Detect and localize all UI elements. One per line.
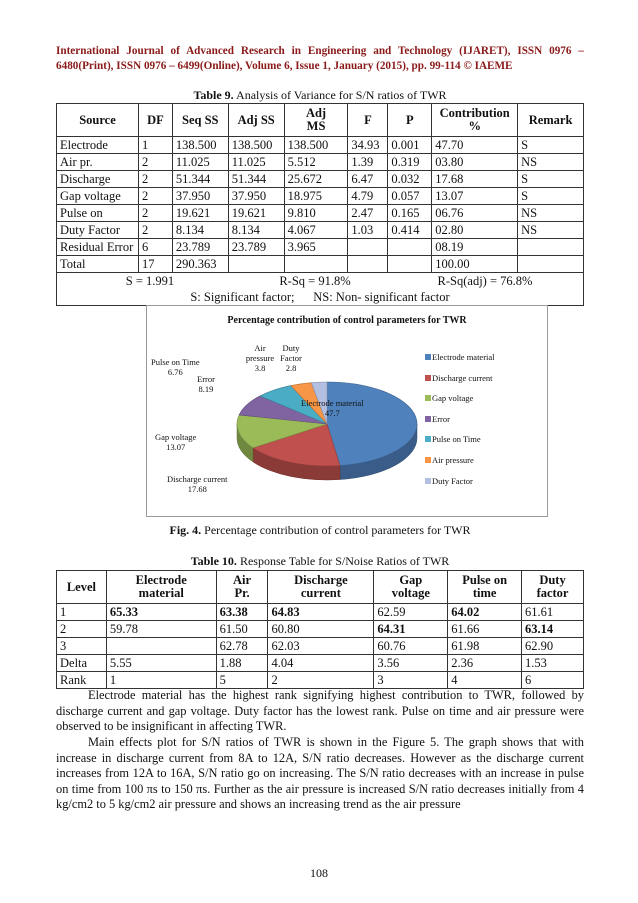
table-cell: 25.672 <box>284 171 348 188</box>
table-cell: 17 <box>138 256 172 273</box>
table-row <box>57 638 584 655</box>
table-cell: 62.03 <box>268 638 374 655</box>
legend-item <box>425 476 495 497</box>
table-cell: 9.810 <box>284 205 348 222</box>
table-cell: 23.789 <box>228 239 284 256</box>
pie-label-name: Duty Factor <box>280 343 302 363</box>
table-cell: 11.025 <box>228 154 284 171</box>
table-cell: 18.975 <box>284 188 348 205</box>
pie-label-value: 2.8 <box>285 363 297 373</box>
summary-rsq: R-Sq = 91.8% <box>279 273 351 288</box>
legend-label: Error <box>432 413 450 424</box>
table-cell: 65.33 <box>106 604 216 621</box>
anova-summary-row <box>57 273 584 290</box>
table-cell: NS <box>518 154 584 171</box>
paragraph-main-effects: Main effects plot for S/N ratios of TWR is shown in the Figure 5. The graph shows that with increase in discharge current from 8A to 12A, S/N ratio decreases. However as the discharge current increases from 12A to 16A, S/N ratio go on increasing. The S/N ratio decreases with an increase in pulse on time from 100 πs to 150 πs. Further as the air pressure is increased S/N ratio decreases initially from 4 kg/cm2 to 5 kg/cm2 air pressure and shows an increasing trend as the air pressure <box>56 735 584 812</box>
anova-note-row <box>57 289 584 306</box>
response-header-cell: Electrode material <box>106 571 216 604</box>
response-header-cell: Gap voltage <box>374 571 448 604</box>
legend-swatch <box>425 478 431 484</box>
table-row <box>57 171 584 188</box>
table-cell: 0.414 <box>388 222 432 239</box>
significance-note: S: Significant factor; NS: Non- significant factor <box>57 289 584 306</box>
table-cell: 4.04 <box>268 655 374 672</box>
legend-item <box>425 393 495 414</box>
table-cell: S <box>518 137 584 154</box>
pie-label-name: Discharge current <box>167 474 228 484</box>
table-cell: S <box>518 188 584 205</box>
fig4-caption <box>56 523 584 538</box>
table-cell: 5 <box>216 672 268 689</box>
table-cell: 4 <box>448 672 522 689</box>
table-cell: 3.56 <box>374 655 448 672</box>
table-cell: 51.344 <box>172 171 228 188</box>
pie-label-gap <box>155 432 196 452</box>
table-cell: 13.07 <box>432 188 518 205</box>
legend-swatch <box>425 416 431 422</box>
journal-header: International Journal of Advanced Research in Engineering and Technology (IJARET), ISSN 0976 – 6480(Print), ISSN 0976 – 6499(Online), Volume 6, Issue 1, January (2015), pp. 99-114 © IAEME <box>56 45 584 72</box>
table-cell: 8.134 <box>172 222 228 239</box>
anova-header-row <box>57 104 584 137</box>
table10-caption-text: Response Table for S/Noise Ratios of TWR <box>236 554 450 568</box>
table-cell: 37.950 <box>228 188 284 205</box>
table-cell: 0.032 <box>388 171 432 188</box>
table-cell: 61.66 <box>448 621 522 638</box>
table-cell: 2 <box>57 621 107 638</box>
fig4-caption-text: Percentage contribution of control parameters for TWR <box>201 523 471 537</box>
table-cell: 2 <box>138 154 172 171</box>
table-cell: 63.14 <box>522 621 584 638</box>
pie-label-name: Electrode material <box>301 398 364 408</box>
table-cell: 6 <box>522 672 584 689</box>
table-cell: 2.47 <box>348 205 388 222</box>
table-cell: Electrode <box>57 137 139 154</box>
table-cell: 60.76 <box>374 638 448 655</box>
table-cell: 4.067 <box>284 222 348 239</box>
chart-title: Percentage contribution of control parameters for TWR <box>227 315 467 326</box>
table-cell: 61.61 <box>522 604 584 621</box>
anova-header-cell: Remark <box>518 104 584 137</box>
table-cell: 1.39 <box>348 154 388 171</box>
legend-label: Gap voltage <box>432 393 474 404</box>
table-cell: 08.19 <box>432 239 518 256</box>
table-cell: 17.68 <box>432 171 518 188</box>
pie-label-name: Error <box>197 374 215 384</box>
response-header-row <box>57 571 584 604</box>
table-cell: 2 <box>138 171 172 188</box>
response-header-cell: Duty factor <box>522 571 584 604</box>
table-row <box>57 655 584 672</box>
table-cell: 60.80 <box>268 621 374 638</box>
legend-label: Duty Factor <box>432 475 473 486</box>
anova-header-cell: Seq SS <box>172 104 228 137</box>
table-cell: Rank <box>57 672 107 689</box>
table-cell: 290.363 <box>172 256 228 273</box>
table-cell: 3 <box>57 638 107 655</box>
pie-label-name: Gap voltage <box>155 432 197 442</box>
pie-label-pulse <box>151 357 200 377</box>
pie-chart-frame <box>146 305 548 517</box>
table-cell: 64.31 <box>374 621 448 638</box>
legend-item <box>425 352 495 373</box>
table-cell: 0.165 <box>388 205 432 222</box>
anova-header-cell: Adj MS <box>284 104 348 137</box>
paragraph-rank: Electrode material has the highest rank signifying highest contribution to TWR, followed by discharge current and gap voltage. Duty factor has the lowest rank. Pulse on time and air pressure were observed to be insignificant in affecting TWR. <box>56 688 584 734</box>
table-cell <box>518 256 584 273</box>
table-cell: Air pr. <box>57 154 139 171</box>
table-cell: 5.55 <box>106 655 216 672</box>
table-cell: NS <box>518 205 584 222</box>
table-cell <box>228 256 284 273</box>
table-cell: Gap voltage <box>57 188 139 205</box>
table9-caption-label: Table 9. <box>193 88 234 102</box>
fig4-caption-label: Fig. 4. <box>169 523 202 537</box>
table-cell: 2 <box>138 188 172 205</box>
table9-caption-text: Analysis of Variance for S/N ratios of TWR <box>233 88 447 102</box>
table-cell: 0.057 <box>388 188 432 205</box>
legend-label: Discharge current <box>432 372 493 383</box>
table-cell: 6.47 <box>348 171 388 188</box>
legend-label: Air pressure <box>432 454 474 465</box>
legend-item <box>425 373 495 394</box>
pie-label-discharge <box>167 474 228 494</box>
table-row <box>57 604 584 621</box>
table-cell <box>388 256 432 273</box>
pie-label-duty <box>277 343 305 373</box>
table-cell: 03.80 <box>432 154 518 171</box>
table-cell: Residual Error <box>57 239 139 256</box>
table-cell: 62.59 <box>374 604 448 621</box>
response-header-cell: Air Pr. <box>216 571 268 604</box>
table-cell: 47.70 <box>432 137 518 154</box>
table-cell: 5.512 <box>284 154 348 171</box>
table-cell: 1 <box>138 137 172 154</box>
table10-caption <box>56 554 584 569</box>
pie-label-electrode <box>301 398 364 418</box>
legend-swatch <box>425 395 431 401</box>
table-cell: 2 <box>268 672 374 689</box>
table-cell: 37.950 <box>172 188 228 205</box>
table-cell: 6 <box>138 239 172 256</box>
table-cell: Pulse on <box>57 205 139 222</box>
pie-label-air <box>243 343 277 373</box>
table-cell <box>106 638 216 655</box>
table-cell: 62.78 <box>216 638 268 655</box>
anova-header-cell: Contribution % <box>432 104 518 137</box>
table-cell: 1 <box>57 604 107 621</box>
pie-label-value: 6.76 <box>167 367 183 377</box>
table-cell <box>284 256 348 273</box>
legend-label: Electrode material <box>432 352 495 362</box>
response-header-cell: Level <box>57 571 107 604</box>
table-cell: 0.001 <box>388 137 432 154</box>
table-cell <box>388 239 432 256</box>
pie-label-value: 17.68 <box>187 484 207 494</box>
table-cell: 138.500 <box>284 137 348 154</box>
pie-label-value: 13.07 <box>166 442 186 452</box>
table-cell: Delta <box>57 655 107 672</box>
table-cell <box>348 239 388 256</box>
summary-rsqadj: R-Sq(adj) = 76.8% <box>437 273 533 288</box>
legend-label: Pulse on Time <box>432 434 481 445</box>
pie-label-value: 47.7 <box>324 408 340 418</box>
table-cell: 59.78 <box>106 621 216 638</box>
table-row <box>57 672 584 689</box>
table-cell: 3.965 <box>284 239 348 256</box>
table-cell: Duty Factor <box>57 222 139 239</box>
table9-caption <box>56 88 584 103</box>
pie-label-name: Pulse on Time <box>151 357 200 367</box>
table-cell: 06.76 <box>432 205 518 222</box>
table-cell: 4.79 <box>348 188 388 205</box>
table-cell: 1.88 <box>216 655 268 672</box>
table-cell: 1.53 <box>522 655 584 672</box>
table-cell: 63.38 <box>216 604 268 621</box>
table-row <box>57 154 584 171</box>
legend-swatch <box>425 457 431 463</box>
table-cell <box>348 256 388 273</box>
table-cell: 8.134 <box>228 222 284 239</box>
table-cell: NS <box>518 222 584 239</box>
table-row <box>57 137 584 154</box>
table-cell: Total <box>57 256 139 273</box>
anova-header-cell: Source <box>57 104 139 137</box>
legend-item <box>425 414 495 435</box>
legend-swatch <box>425 354 431 360</box>
table-cell: 61.98 <box>448 638 522 655</box>
table-cell: 138.500 <box>228 137 284 154</box>
anova-header-cell: Adj SS <box>228 104 284 137</box>
table-cell: 64.02 <box>448 604 522 621</box>
table-cell: 2 <box>138 222 172 239</box>
table-cell: S <box>518 171 584 188</box>
anova-table <box>56 103 584 306</box>
chart-legend <box>425 352 495 496</box>
legend-item <box>425 455 495 476</box>
pie-label-value: 3.8 <box>254 363 266 373</box>
table-row <box>57 621 584 638</box>
table-cell: 61.50 <box>216 621 268 638</box>
table-cell: 1.03 <box>348 222 388 239</box>
table-row <box>57 222 584 239</box>
table-cell: 02.80 <box>432 222 518 239</box>
anova-header-cell: DF <box>138 104 172 137</box>
legend-item <box>425 434 495 455</box>
table10-caption-label: Table 10. <box>190 554 237 568</box>
table-cell: 19.621 <box>172 205 228 222</box>
table-cell: 34.93 <box>348 137 388 154</box>
summary-s: S = 1.991 <box>125 273 175 288</box>
table-cell: 11.025 <box>172 154 228 171</box>
table-cell: 23.789 <box>172 239 228 256</box>
table-cell: Discharge <box>57 171 139 188</box>
table-cell: 100.00 <box>432 256 518 273</box>
table-cell: 0.319 <box>388 154 432 171</box>
page-number: 108 <box>310 866 328 880</box>
response-header-cell: Pulse on time <box>448 571 522 604</box>
table-cell <box>518 239 584 256</box>
legend-swatch <box>425 436 431 442</box>
legend-swatch <box>425 375 431 381</box>
table-cell: 2.36 <box>448 655 522 672</box>
anova-header-cell: F <box>348 104 388 137</box>
table-cell: 62.90 <box>522 638 584 655</box>
pie-label-value: 8.19 <box>198 384 214 394</box>
table-cell: 1 <box>106 672 216 689</box>
table-row <box>57 205 584 222</box>
table-cell: 138.500 <box>172 137 228 154</box>
anova-header-cell: P <box>388 104 432 137</box>
table-row <box>57 256 584 273</box>
table-cell: 2 <box>138 205 172 222</box>
table-cell: 19.621 <box>228 205 284 222</box>
table-row <box>57 188 584 205</box>
anova-summary-stats <box>57 273 584 290</box>
table-cell: 3 <box>374 672 448 689</box>
response-table <box>56 570 584 689</box>
table-cell: 64.83 <box>268 604 374 621</box>
table-cell: 51.344 <box>228 171 284 188</box>
response-header-cell: Discharge current <box>268 571 374 604</box>
pie-label-error <box>197 374 215 394</box>
table-row <box>57 239 584 256</box>
pie-label-name: Air pressure <box>245 343 275 363</box>
